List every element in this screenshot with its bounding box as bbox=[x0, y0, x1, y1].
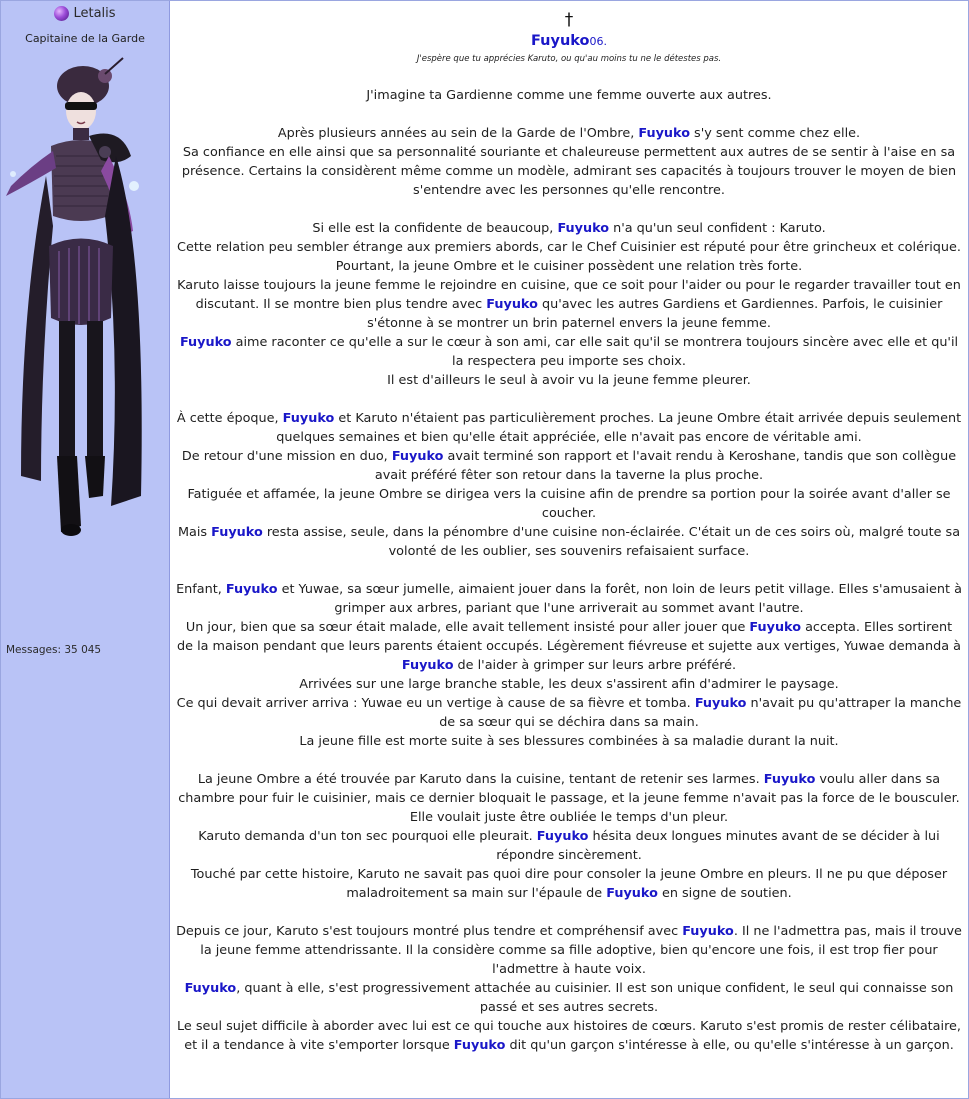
post-body bbox=[176, 86, 962, 1055]
author-name[interactable]: Letalis bbox=[73, 6, 116, 21]
post-tagline: J'espère que tu apprécies Karuto, ou qu'au moins tu ne le détestes pas. bbox=[416, 54, 722, 64]
post-line: Ce qui devait arriver arriva : Yuwae eu un vertige à cause de sa fièvre et tomba. Fuyuko n'avait pu qu'attraper la manche de sa sœur qui se déchira dans sa main. bbox=[176, 696, 962, 730]
character-name: Fuyuko bbox=[763, 772, 816, 787]
post-paragraph bbox=[176, 770, 962, 903]
post-line: Karuto demanda d'un ton sec pourquoi elle pleurait. Fuyuko hésita deux longues minutes avant de se décider à lui répondre sincèrement. bbox=[198, 829, 940, 863]
character-name: Fuyuko bbox=[682, 924, 734, 939]
post-line: Mais Fuyuko resta assise, seule, dans la pénombre d'une cuisine non-éclairée. C'était un de ces soirs où, malgré toute sa volonté de les oublier, ses souvenirs refaisaient surface. bbox=[177, 525, 961, 559]
post-line: De retour d'une mission en duo, Fuyuko avait terminé son rapport et l'avait rendu à Keroshane, tandis que son collègue avait préféré fêter son retour dans la taverne la plus proche. bbox=[181, 449, 957, 483]
post-paragraph bbox=[176, 922, 962, 1055]
guard-orb-icon bbox=[54, 6, 69, 21]
author-sidebar bbox=[1, 1, 170, 1098]
character-name: Fuyuko bbox=[606, 886, 658, 901]
post-title bbox=[176, 31, 962, 52]
post-title-name: Fuyuko bbox=[531, 33, 590, 49]
post-paragraph bbox=[176, 86, 962, 105]
post-line: Fuyuko aime raconter ce qu'elle a sur le cœur à son ami, car elle sait qu'il se montrera toujours sincère avec elle et qu'il la respectera peu importe ses choix. bbox=[179, 335, 959, 369]
post-line: La jeune Ombre a été trouvée par Karuto dans la cuisine, tentant de retenir ses larmes. Fuyuko voulu aller dans sa chambre pour fuir le cuisinier, mais ce dernier bloquait le passage, et la jeune femme n'avait pas la force de le bousculer. Elle voulait juste être oubliée le temps d'un pleur. bbox=[178, 772, 960, 825]
post-line: Karuto laisse toujours la jeune femme le rejoindre en cuisine, que ce soit pour l'aider ou pour le regarder travailler tout en discutant. Il se montre bien plus tendre avec Fuyuko qu'avec les autres Gardiens et Gardiennes. Parfois, le cuisinier s'étonne à se montrer un brin paternel envers la jeune femme. bbox=[177, 278, 961, 331]
post-line: La jeune fille est morte suite à ses blessures combinées à sa maladie durant la nuit. bbox=[299, 734, 839, 749]
post-line: Si elle est la confidente de beaucoup, Fuyuko n'a qu'un seul confident : Karuto. bbox=[312, 221, 826, 236]
post-paragraph bbox=[176, 219, 962, 390]
character-name: Fuyuko bbox=[225, 582, 278, 597]
post-line: Touché par cette histoire, Karuto ne savait pas quoi dire pour consoler la jeune Ombre en pleurs. Il ne pu que déposer maladroitement sa main sur l'épaule de Fuyuko en signe de soutien. bbox=[190, 867, 948, 901]
author-message-count: Messages: 35 045 bbox=[6, 644, 102, 656]
post-line: Cette relation peu sembler étrange aux premiers abords, car le Chef Cuisinier est réputé pour être grincheux et colérique. Pourtant, la jeune Ombre et le cuisiner possèdent une relation très forte. bbox=[177, 240, 961, 274]
post-paragraph bbox=[176, 580, 962, 751]
post-line: Fatiguée et affamée, la jeune Ombre se dirigea vers la cuisine afin de prendre sa portion pour la soirée avant d'aller se coucher. bbox=[187, 487, 951, 521]
post-paragraph bbox=[176, 124, 962, 200]
character-name: Fuyuko bbox=[557, 221, 610, 236]
character-name: Fuyuko bbox=[179, 335, 232, 350]
post-line: Un jour, bien que sa sœur était malade, elle avait tellement insisté pour aller jouer que Fuyuko accepta. Elles sortirent de la maison pendant que leurs parents étaient occupés. Légèrement fiévreuse et sujette aux vertiges, Yuwae demanda à Fuyuko de l'aider à grimper sur leurs arbre préféré. bbox=[177, 620, 961, 673]
post-line: Après plusieurs années au sein de la Garde de l'Ombre, Fuyuko s'y sent comme chez elle. bbox=[277, 126, 861, 141]
post-content bbox=[170, 1, 968, 1098]
character-name: Fuyuko bbox=[749, 620, 802, 635]
character-name: Fuyuko bbox=[184, 981, 237, 996]
character-name: Fuyuko bbox=[638, 126, 690, 141]
character-name: Fuyuko bbox=[391, 449, 444, 464]
post-paragraph bbox=[176, 409, 962, 561]
post-title-suffix: 06. bbox=[589, 35, 607, 48]
character-name: Fuyuko bbox=[536, 829, 589, 844]
post-line: Arrivées sur une large branche stable, les deux s'assirent afin d'admirer le paysage. bbox=[299, 677, 839, 692]
character-avatar-icon bbox=[1, 56, 170, 546]
post-line: Le seul sujet difficile à aborder avec lui est ce qui touche aux histoires de cœurs. Karuto s'est promis de rester célibataire, et il a tendance à vite s'emporter lorsque Fuyuko dit qu'un garçon s'intéresse à elle, ou qu'elle s'intéresse à un garçon. bbox=[177, 1019, 961, 1053]
post-line: J'imagine ta Gardienne comme une femme ouverte aux autres. bbox=[366, 88, 772, 103]
character-name: Fuyuko bbox=[282, 411, 335, 426]
character-name: Fuyuko bbox=[211, 525, 263, 540]
post-line: À cette époque, Fuyuko et Karuto n'étaient pas particulièrement proches. La jeune Ombre était arrivée depuis seulement quelques semaines et bien qu'elle était appréciée, elle n'avait pas encore de véritable ami. bbox=[176, 411, 962, 445]
character-name: Fuyuko bbox=[486, 297, 538, 312]
character-name: Fuyuko bbox=[401, 658, 454, 673]
character-name: Fuyuko bbox=[453, 1038, 506, 1053]
author-line bbox=[1, 5, 169, 22]
character-name: Fuyuko bbox=[694, 696, 747, 711]
post-line: Il est d'ailleurs le seul à avoir vu la jeune femme pleurer. bbox=[387, 373, 751, 388]
author-rank: Capitaine de la Garde bbox=[25, 32, 145, 45]
post-line: Enfant, Fuyuko et Yuwae, sa sœur jumelle, aimaient jouer dans la forêt, non loin de leurs petit village. Elles s'amusaient à grimper aux arbres, pariant que l'une arriverait au sommet avant l'autre. bbox=[176, 582, 962, 616]
cross-icon: † bbox=[564, 10, 574, 30]
post-line: Depuis ce jour, Karuto s'est toujours montré plus tendre et compréhensif avec Fuyuko. Il ne l'admettra pas, mais il trouve la jeune femme attendrissante. Il la considère comme sa fille adoptive, bien qu'encore une fois, il est trop fier pour l'admettre à haute voix. bbox=[176, 924, 962, 977]
post-line: Sa confiance en elle ainsi que sa personnalité souriante et chaleureuse permettent aux autres de se sentir à l'aise en sa présence. Certains la considèrent même comme un modèle, admirant ses capacités à toujours trouver le moyen de bien s'entendre avec les personnes qu'elle rencontre. bbox=[181, 145, 957, 198]
post-line: Fuyuko, quant à elle, s'est progressivement attachée au cuisinier. Il est son unique confident, le seul qui connaisse son passé et ses autres secrets. bbox=[184, 981, 954, 1015]
